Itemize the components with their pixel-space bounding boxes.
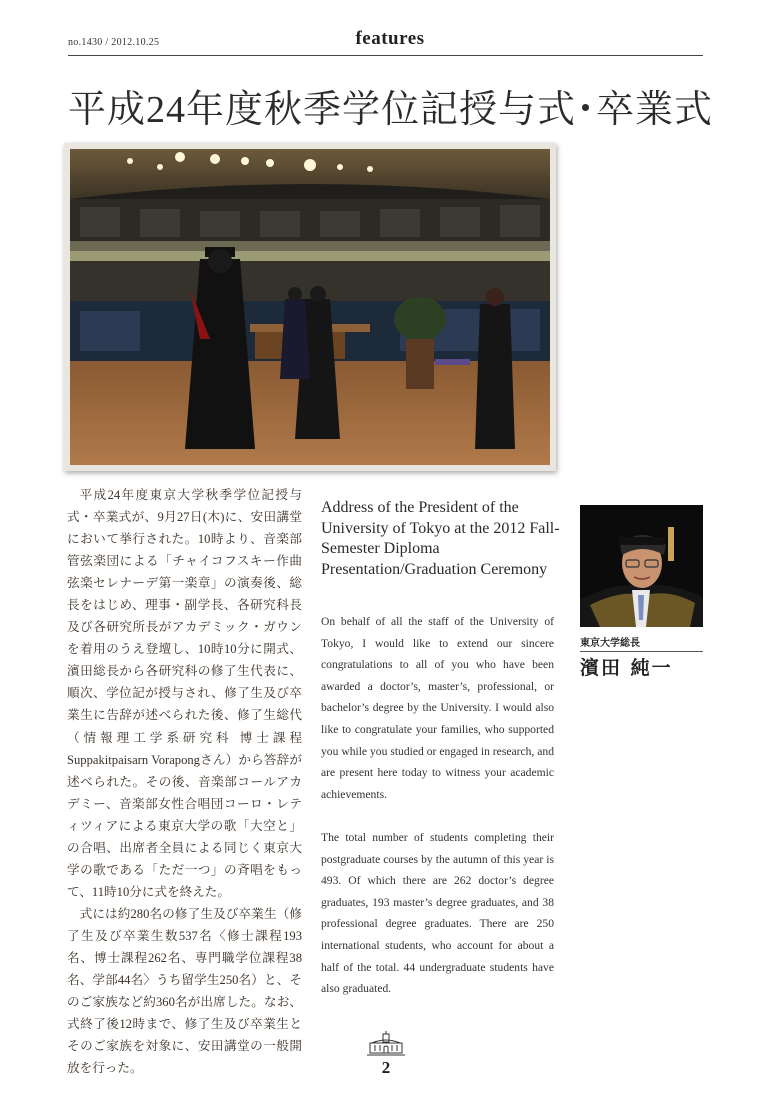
header-divider [68,55,703,56]
japanese-article [67,484,315,1079]
english-article-title: Address of the President of the University of Tokyo at the 2012 Fall-Semester Diploma Presentation/Graduation Ceremony [321,499,560,578]
president-title: 東京大学総長 [580,638,640,649]
page-title: 平成24年度秋季学位記授与式･卒業式 [68,89,714,131]
japanese-paragraph: 式には約280名の修了生及び卒業生（修了生及び卒業生数537名〈修士課程193名、博士課程262名、専門職学位課程38名、学部44名〉うち留学生250名）と、そのご家族など約360名が出席した。なお、式終了後12時まで、修了生及び卒業生とそのご家族を対象に、安田講堂の一般開放を行った。 [67,906,302,1076]
section-label: features [355,28,425,49]
page-number: 2 [381,1058,391,1077]
english-paragraph: On behalf of all the staff of the University of Tokyo, I would like to extend our sincere congratulations to all of you who have been awarded a doctor’s, master’s, professional, or bachelor’s degree by the University. I would also like to congratulate your families, who supported you while you studied or engaged in research, and are present here today to witness your academic achievements. [321,615,554,801]
president-portrait-photo [580,505,703,627]
ceremony-photo-frame [64,143,556,471]
japanese-paragraph: 平成24年度東京大学秋季学位記授与式・卒業式が、9月27日(木)に、安田講堂において挙行された。10時より、音楽部管弦楽団による「チャイコフスキー作曲 弦楽セレナーデ第一楽章」の演奏後、総長をはじめ、理事・副学長、各研究科長及び各研究所長がアカデミック・ガウンを着用のうえ登壇し、10時10分に開式、濱田総長から各研究科の修了生代表に、順次、学位記が授与され、修了生及び卒業生に告辞が述べられた後、修了生総代（情報理工学系研究科 博士課程Suppakitpaisarn Vorapongさん）から答辞が述べられた。その後、音楽部コールアカデミー、音楽部女性合唱団コーロ・レティツィアによる東京大学の歌「大空と」の合唱、出席者全員による同じく東京大学の歌である「ただ一つ」の斉唱をもって、11時10分に式を終えた。 [67,488,315,899]
yasuda-auditorium-icon [367,1031,405,1057]
graduation-ceremony-photo [70,149,550,465]
issue-number: no.1430 / 2012.10.25 [68,37,160,48]
english-paragraph: The total number of students completing their postgraduate courses by the autumn of this year is 493. Of which there are 262 doctor’s degree graduates, 193 master’s degree graduates, and 38 professional degree graduates. There are 250 international students, who account for about a half of the total. 44 undergraduate students have also graduated. [321,830,554,996]
english-article [321,611,554,1021]
president-name: 濱田 純一 [580,657,673,679]
name-divider [580,651,703,652]
